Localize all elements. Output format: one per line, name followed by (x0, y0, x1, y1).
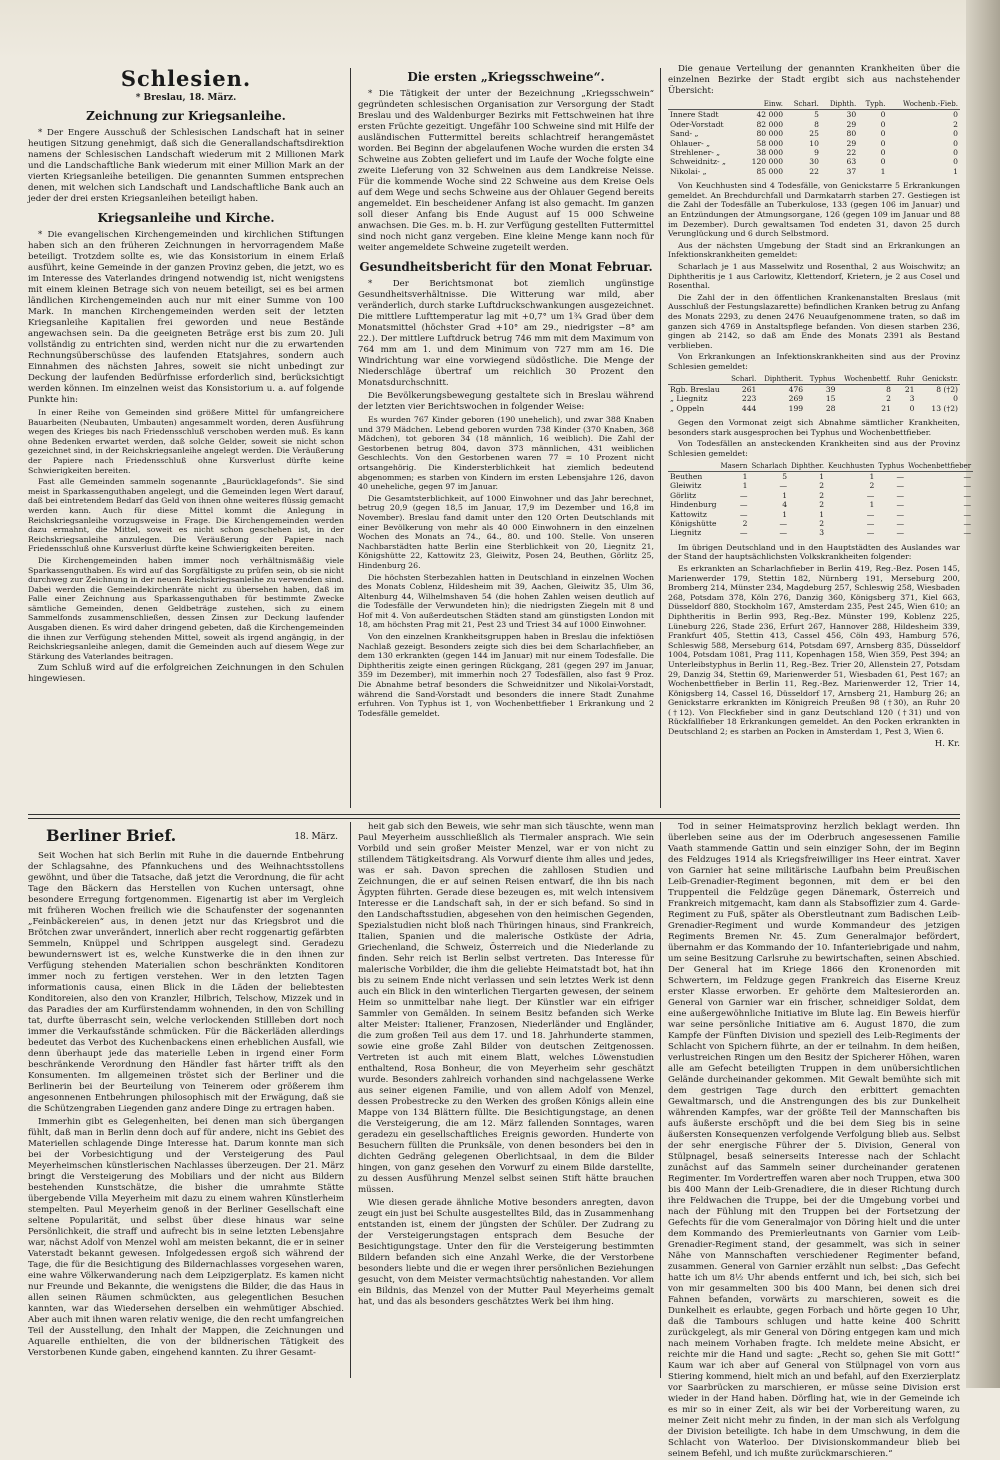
article-paragraph: Die höchsten Sterbezahlen hatten in Deutschland in einzelnen Wochen des Monats Coblenz, Hildesheim mit 39, Aachen, Gleiwitz 35, Ulm 36, Altenburg 44, Wilhelmshaven 54 (die hohen Zahlen weisen deutlich auf die Todesfälle der Verwundeten hin); die niedrigsten Ziegeln mit 8 und Hof mit 4. Von außerdeutschen Städten stand am günstigsten London mit 18, am höchsten Prag mit 21, Pest 23 und Triest 34 auf 1000 Einwohner. (358, 572, 654, 630)
table-cell: Hindenburg (670, 500, 717, 510)
table-cell: Liegnitz (670, 528, 702, 538)
table-cell: Schweidnitz- „ (670, 157, 726, 167)
article-paragraph: Seit Wochen hat sich Berlin mit Ruhe in die dauernde Entbehrung der Schlagsahne, des Pfannkuchens und des Weihnachtsstollens gewöhnt, und über die Tatsache, daß jetzt die Verordnung, die für acht Tage den Bäckern das Herstellen von Kuchen untersagt, ohne besondere Erregung fortgenommen. Eigenartig ist aber im Vergleich mit früheren Wochen freilich wie die Schaufenster der sogenannten „Feinbäckereien“ aus, in denen jetzt nur das Kriegsbrot und die Brötchen zwar unverändert, innerlich aber recht roggenartig gefärbten Semmeln, Knüppel und Schrippen ausgelegt sind. Geradezu bewundernswert ist es, welche Kunstwerke die in den ihnen zur Verfügung stehenden Materialien schon beschränkten Konditoren immer noch zu fertigen verstehen. Wer in den letzten Tagen informationis causa, einen Blick in die Läden der beliebtesten Konditoreien, also den von Kranzler, Hilbrich, Telschow, Mizzek und in das Paradies der am Kurfürstendamm wohnenden, in den von Schilling tat, durfte überrascht sein, welche verlockenden Stillleben dort noch immer die Verkaufsstände schmücken. Für die Bäckerläden allerdings bedeutet das Verbot des Kuchenbackens einen erheblichen Ausfall, wie denn überhaupt jede das materielle Leben in irgend einer Form beschränkende Verordnung den Händler fast härter trifft als den Konsumenten. Im allgemeinen tröstet sich der Berliner und die Berlinerin bei der Beurteilung von Teinerem oder größerem ihm angesonnenen Entbehrungen philosophisch mit der Erwägung, daß sie die Schützengraben Liegenden ganz andere Dinge zu ertragen haben. (28, 851, 344, 1114)
table-cell: — (866, 490, 875, 500)
column-rule (660, 822, 661, 1378)
table-cell: 0 (953, 148, 958, 158)
table-cell: 2 (819, 481, 825, 491)
table-header-cell: Wochenbettfieber (908, 461, 972, 470)
author-signature: H. Kr. (934, 738, 960, 749)
table-cell: 38 000 (756, 148, 784, 158)
table-cell: — (896, 481, 905, 491)
table-cell: 42 000 (756, 110, 784, 120)
table-row (668, 500, 973, 509)
table-cell: 39 (825, 384, 836, 394)
table-header-cell: Masern (720, 461, 748, 470)
table-cell: — (963, 528, 972, 538)
table-cell: 444 (741, 403, 757, 413)
table-row (668, 167, 960, 176)
article-closing: Zum Schluß wird auf die erfolgreichen Zeichnungen in den Schulen hingewiesen. (28, 663, 344, 685)
table-cell: 1 (869, 500, 875, 510)
article-paragraph: * Der Berichtsmonat bot ziemlich ungünstige Gesundheitsverhältnisse. Die Witterung war mild, aber veränderlich, durch starke Luftdruckschwankungen ausgezeichnet. Die mittlere Lufttemperatur lag mit +0,7° um 1¾ Grad über dem Monatsmittel (höchster Grad +10° am 29., niedrigster −8° am 22.). Der mittlere Luftdruck betrug 746 mm mit dem Maximum von 764 mm am 1. und dem Minimum von 727 mm am 16. Die Windrichtung war eine vorwiegend südöstliche. Die Menge der Niederschläge übertraf um reichlich 30 Prozent den Monatsdurchschnitt. (358, 279, 654, 388)
article-paragraph: Die Zahl der in den öffentlichen Krankenanstalten Breslaus (mit Ausschluß der Festungslazarette) befindlichen Kranken betrug zu Anfang des Monats 2293, zu denen 2476 Neuaufgenommene traten, so daß im ganzen sich 4769 in Anstaltspflege befanden. Von diesen starben 236, gingen ab 2142, so daß am Ende des Monats 2391 als Bestand verblieben. (668, 292, 960, 350)
article-paragraph: Im übrigen Deutschland und in den Hauptstädten des Auslandes war der Stand der hauptsächlichsten Volkskrankheiten folgender: (668, 542, 960, 562)
table-row (668, 481, 973, 490)
table-cell: 1 (782, 509, 788, 519)
table-cell: 2 (869, 481, 875, 491)
page-binding-edge (966, 0, 1000, 1388)
article-paragraph: * Der Engere Ausschuß der Schlesischen Landschaft hat in seiner heutigen Sitzung genehmigt, daß sich die Generallandschaftsdirektion namens der Schlesischen Landschaft wiederum mit 2 Millionen Mark und die Landschaftliche Bank wiederum mit einer Million Mark an der vierten Kriegsanleihe beteiligen. Die genannten Summen entsprechen denen, mit welchen sich Landschaft und Landschaftliche Bank auch an jeder der drei ersten Kriegsanleihen beteiligt haben. (28, 128, 344, 204)
district-table (668, 100, 960, 176)
table-cell: 29 (846, 138, 857, 148)
table-cell: — (866, 509, 875, 519)
table-cell: 13 (†2) (931, 403, 958, 413)
table-row (668, 471, 973, 481)
table-header-cell: Einw. (742, 100, 785, 110)
table-cell: — (896, 528, 905, 538)
column-rule (350, 822, 351, 1378)
table-cell: Königshütte (670, 518, 717, 528)
table-header-cell: Diphtherit. (758, 375, 805, 385)
table-cell: 1 (819, 471, 825, 481)
table-cell: Ohlauer- „ (670, 138, 711, 148)
article-paragraph: In einer Reihe von Gemeinden sind größere Mittel für umfangreichere Bauarbeiten (Neubauten, Umbauten) angesammelt worden, deren Ausführung wegen des Krieges bis nach Friedensschluß verschoben werden muß. Es kann ohne Bedenken erwartet werden, daß solche Gelder, soweit sie nicht schon gezeichnet sind, in der Reichskriegsanleihe angelegt werden. Die Veräußerung der Papiere nach Friedensschluß ohne Kursverlust dürfte keine Schwierigkeiten bereiten. (28, 408, 344, 475)
table-row (668, 528, 973, 537)
table-cell: 2 (742, 518, 748, 528)
table-cell: 15 (825, 394, 836, 404)
table-body (668, 110, 960, 176)
table-cell: „ Oppeln (670, 403, 705, 413)
table-cell: 30 (809, 157, 819, 167)
table-cell: 5 (782, 471, 788, 481)
table-cell: 5 (814, 110, 819, 120)
table-header-row (668, 462, 973, 472)
article-paragraph: Aus der nächsten Umgebung der Stadt sind an Erkrankungen an Infektionskrankheiten gemeldet: (668, 240, 960, 260)
table-cell: — (963, 500, 972, 510)
table-cell: 1 (869, 471, 875, 481)
table-cell: 37 (846, 166, 857, 176)
table-cell: 85 000 (756, 166, 784, 176)
column-krankheiten (668, 64, 972, 810)
table-cell: 8 (814, 119, 819, 129)
table-cell: 0 (953, 394, 958, 404)
table-cell: — (739, 509, 748, 519)
table-cell: — (963, 509, 972, 519)
table-cell: 29 (846, 119, 857, 129)
table-cell: Rgb. Breslau (670, 384, 720, 394)
table-header-cell: Genickstr. (917, 375, 961, 385)
article-paragraph: Es erkrankten an Scharlachfieber in Berlin 419, Reg.-Bez. Posen 145, Marienwerder 179, Stettin 182, Nürnberg 191, Merseburg 200, Bromberg 214, Münster 234, Magdeburg 257, Schleswig 258, Wiesbaden 268, Potsdam 378, Köln 276, Danzig 360, Königsberg 371, Kiel 663, Düsseldorf 880, Stockholm 167, Amsterdam 235, Pest 245, Wien 610; an Diphtheritis in Berlin 993, Reg.-Bez. Münster 199, Koblenz 225, Lüneburg 226, Stade 236, Erfurt 267, Hannover 288, Hildesheim 339, Frankfurt 405, Stettin 413, Cassel 456, Cöln 493, Hamburg 576, Schleswig 588, Merseburg 614, Potsdam 697, Arnsberg 835, Düsseldorf 1004, Potsdam 1081, Prag 111, Kopenhagen 158, Wien 359, Pest 394; an Unterleibstyphus in Berlin 11, Reg.-Bez. Trier 20, Allenstein 27, Potsdam 29, Danzig 34, Stettin 69, Marienwerder 51, Wiesbaden 61, Pest 167; an Wochenbettfieber in Berlin 11, Reg.-Bez. Marienwerder 12, Trier 14, Königsberg 14, Cassel 16, Düsseldorf 17, Arnsberg 21, Hamburg 26; an Genickstarre erkrankten im Königreich Preußen 98 (†30), an Ruhr 20 (†12). Von Fleckfieber sind in ganz Deutschland 120 (†31) und von Rückfallfieber 18 Erkrankungen gemeldet. An den Pocken erkrankten in Deutschland 2; es starben an Pocken in Amsterdam 1, Pest 3, Wien 6. (668, 563, 960, 737)
table-cell: 2 (953, 119, 958, 129)
table-cell: — (866, 528, 875, 538)
table-cell: „ Liegnitz (670, 394, 708, 404)
table-header-cell: Typhus (805, 375, 837, 385)
table-cell: 0 (953, 138, 958, 148)
table-cell: — (866, 518, 875, 528)
table-cell: 0 (880, 138, 886, 148)
article-heading: Die ersten „Kriegsschweine“. (407, 70, 605, 84)
table-cell: 0 (880, 148, 886, 158)
table-body (668, 471, 973, 537)
table-cell: 80 000 (756, 129, 784, 139)
table-cell: — (896, 471, 905, 481)
article-paragraph: Immerhin gibt es Gelegenheiten, bei denen man sich übergangen fühlt, daß man in Berlin denn doch auf für andere, nicht ins Gebiet des Materiellen schlagende Dinge Interesse hat. Darum konnte man sich bei der Vorbesichtigung und der Versteigerung des Paul Meyerheimschen künstlerischen Nachlasses überzeugen. Der 21. März bringt die Versteigerung des Mobiliars und der nicht aus Bildern bestehenden Kunstschätze, die bisher die umrahmte Stätte übergebende Villa Meyerheim mit dazu zu einem wahren Künstlerheim stempelten. Paul Meyerheim genoß in der Berliner Gesellschaft eine seltene Popularität, und selbst über diese hinaus war seine Persönlichkeit, die straff und aufrecht bis in seine letzten Lebensjahre war, nächst Adolf von Menzel wohl am meisten bekannt, die er in seiner Vaterstadt bekannt gewesen. Infolgedessen ergoß sich während der Tage, die für die Besichtigung des Bildernachlasses vorgesehen waren, eine wahre Völkerwanderung nach dem Leipzigerplatz. Es kamen nicht nur Freunde und Bekannte, die wenigstens die Bilder, die das Haus in allen seinen Räumen schmückten, aus gelegentlichen Besuchen kannten, war das Wiedersehen derselben ein wehmütiger Abschied. Aber auch mit ihnen waren relativ wenige, die den recht umfangreichen Teil der Ausstellung, den Inhalt der Mappen, die Zeichnungen und Aquarelle enthielten, die von der bildnerischen Tätigkeit des Verstorbenen Kunde gaben, eingehend kannten. Zu ihrer Gesamt- (28, 1117, 344, 1358)
table-cell: 80 (846, 129, 857, 139)
article-date: 18. März. (294, 832, 338, 842)
table-cell: 22 (846, 148, 857, 158)
table-cell: 0 (953, 157, 958, 167)
table-cell: Innere Stadt (670, 110, 719, 120)
table-cell: 1 (819, 509, 825, 519)
article-paragraph: Die genaue Verteilung der genannten Krankheiten über die einzelnen Bezirke der Stadt ergibt sich aus nachstehender Übersicht: (668, 64, 960, 96)
table-cell: — (963, 490, 972, 500)
table-header-cell: Scharl. (727, 375, 759, 385)
newspaper-page (28, 64, 972, 1459)
table-header-cell: Ruhr (893, 375, 917, 385)
table-cell: 0 (880, 129, 886, 139)
article-paragraph: heit gab sich den Beweis, wie sehr man sich täuschte, wenn man Paul Meyerheim ausschließlich als Tiermaler ansprach. Wie sein Vorbild und sein großer Meister Menzel, war er von nicht zu stillendem Tätigkeitsdrang. Als Vorwurf diente ihm alles und jedes, was er sah. Davon sprechen die zahllosen Studien und Zeichnungen, die er auf seinen Reisen entwarf, die ihn bis nach Ägypten führten. Gerade diese bezeugen es, mit welch intensivem Interesse er die Landschaft sah, in der er sich befand. So sind in den Landschaftsstudien, abgesehen von den heimischen Gegenden, Spezialstudien nicht bloß nach Thüringen hinaus, sind Frankreich, Italien, Spanien und die malerische Ostküste der Adria, Griechenland, die Schweiz, Österreich und die Niederlande zu finden. Sehr reich ist Berlin selbst vertreten. Das Interesse für malerische Vorbilder, die ihm die geliebte Heimatstadt bot, hat ihn bis zu seinem Ende nicht verlassen und sein letztes Werk ist denn auch ein Blick in den winterlichen Tiergarten gewesen, der seinem Heim so unmittelbar nahe liegt. Der Künstler war ein eifriger Sammler von Gemälden. In seinem Besitz befanden sich Werke alter Meister: Italiener, Franzosen, Niederländer und Engländer, die zum großen Teil aus dem 17. und 18. Jahrhunderte stammen, sowie eine große Zahl Bilder von deutschen Zeitgenossen. Vertreten ist auch mit einem Blatt, welches Löwenstudien enthaltend, Rosa Bonheur, die von Meyerheim sehr geschätzt wurde. Besonders zahlreich vorhanden sind nachgelassene Werke aus seiner eigenen Familie, und von allem Adolf von Menzel, dessen Probestrecke zu den Werken des großen Königs allein eine Mappe von 134 Blättern füllte. Die Besichtigungstage, an denen die Versteigerung, die am 12. März fallenden Sonntages, waren geradezu ein gesellschaftliches Ereignis geworden. Hunderte von Besuchern füllten die Prunksäle, von denen besonders bei den in dichten Gedräng gelegenen Oberlichtsaal, in dem die Bilder hingen, von ganz gesehen den Vorwurf zu einem Bilde darstellte, zu dessen Ausführung Menzel selbst seinen Stift hätte brauchen müssen. (358, 822, 654, 1195)
table-cell: 63 (846, 157, 857, 167)
table-cell: 1 (880, 166, 886, 176)
article-paragraph: Von Erkrankungen an Infektionskrankheiten sind aus der Provinz Schlesien gemeldet: (668, 352, 960, 371)
article-paragraph: Von den einzelnen Krankheitsgruppen haben in Breslau die infektiösen Nachlaß gezeigt. Besonders zeigte sich dies bei dem Scharlachfieber, an dem 130 erkrankten (gegen 144 im Januar) mit nur einem Todesfalle. Die Diphtheritis zeigte einen geringen Rückgang, 281 (gegen 297 im Januar, 359 im Dezember), mit immerhin noch 27 Todesfällen, also fast 9 Proz. Die Abnahme betraf besonders die Schweidnitzer und Nikolai-Vorstadt, während die Sand-Vorstadt und besonders die innere Stadt Zunahme erfuhren. Von Typhus ist 1, von Wochenbettfieber 1 Erkrankung und 2 Todesfälle gemeldet. (358, 632, 654, 718)
table-cell: — (896, 490, 905, 500)
article-paragraph: Tod in seiner Heimatsprovinz herzlich beklagt werden. Ihn überleben seine aus der im Oderbruch angesessenen Familie Vaath stammende Gattin und sein einziger Sohn, der im Beginn des Feldzuges 1914 als Kriegsfreiwilliger ins Heer eintrat. Xaver von Garnier hat seine militärische Laufbahn beim Preußischen Leib-Grenadier-Regiment begonnen, mit dem er bei den Truppenteil die Feldzüge gegen Dänemark, Österreich und Frankreich mitgemacht, kam dann als Stabsoffizier zum 4. Garde-Regiment zu Fuß, später als Oberstleutnant zum Badischen Leib-Grenadier-Regiment und wurde Kommandeur des jetzigen Regiments Bremen Nr. 45. Zum Generalmajor befördert, übernahm er das Kommando der 10. Infanteriebrigade und nahm, um seine Besitzung Carlsruhe zu bewirtschaften, seinen Abschied. Der General hat im Kriege 1866 den Kronenorden mit Schwertern, im Feldzuge gegen Frankreich das Eiserne Kreuz erster Klasse erworben. Er gehörte dem Maltesierorden an. General von Garnier war ein frischer, schneidiger Soldat, dem eine außergewöhnliche Initiative im Blute lag. Ein Beweis hierfür war seine persönliche Initiative am 6. August 1870, die zum Kampfe der Fünften Division und speziell des Leib-Regiments der Schlacht von Spichern führte, an der er teilnahm. In dem heißen, verlustreichen Ringen um den Besitz der Spicherer Höhen, waren alle am Gefecht beteiligten Truppen in dem unübersichtlichen Gelände durcheinander gekommen. Mit Gewalt bemühte sich mit dem gestrigen Tage durch den erbittert gemachten Gewaltmarsch, und die Anstrengungen des bis zur Dunkelheit währenden Kampfes, war der größte Teil der Mannschaften bis aufs äußerste erschöpft und die bei dem Sieg bis in seine äußersten Konsequenzen verfolgende Verfolgung blieb aus. Selbst der sehr energische Führer der 5. Division, General von Stülpnagel, besaß seinerseits Interesse nach der Schlacht zunächst auf das Sammeln seiner durcheinander geratenen Regimenter. Im Vordertreffen waren aber noch Truppen, etwa 300 bis 400 Mann der Leib-Grenadiere, die in dieser Richtung durch ihre Feldwachen die Truppe, bei der die Umgebung vorbei und nach der Fühlung mit den Truppen bei der Fortsetzung der Gefechts für die vom Generalmajor von Döring hielt und die unter dem Kommando des Premierleutnants von Garnier vom Leib-Grenadier-Regiment stand, der gesammelt, was sich in seiner Nähe von Mannschaften verschiedener Regimenter befand, zusammen. General von Garnier erzählt nun selbst: „Das Gefecht hatte ich um 8½ Uhr abends entfernt und ich, bei sich, sich bei von mir gesammelten 300 bis 400 Mann, bei denen sich drei Fahnen befanden, vorwärts zu marschieren, soweit es die Dunkelheit es erlaubte, gegen Forbach und hörte gegen 10 Uhr, daß die Tambours schlugen und hatte keine 400 Schritt zurückgelegt, als mir General von Döring entgegen kam und mich nach meinem Vorhaben fragte. Ich meldete meine Absicht, er reichte mir die Hand und sagte: „Recht so, gehen Sie mit Gott!“ Kaum war ich aber auf General von Stülpnagel von vorn aus Stiering kommend, hielt mich an und befahl, auf den Exerzierplatz vor Saarbrücken zu marschieren, er müsse seine Division erst wieder in der Hand haben. Dörfling hat, wie in der Gemeinde ich es mir so in einer Zeit, als wir bei der Vorbereitung waren, zu meiner Zeit nicht mehr zu finden, in der man sich als Verfolgung der Division beteiligte. Ich habe in dem Umschwung, in dem die Schlacht von Waterloo. Der Divisionskommandeur blieb bei seinem Befehl, und ich mußte zurückmarschieren.“ (668, 822, 960, 1459)
table-cell: 82 000 (756, 119, 784, 129)
table-cell: 0 (880, 119, 886, 129)
table-cell: 21 (881, 403, 891, 413)
table-row (668, 394, 960, 403)
table-cell: Oder-Vorstadt (670, 119, 724, 129)
table-cell: 9 (814, 148, 819, 158)
table-cell: 3 (909, 394, 915, 404)
table-cell: Nikolai- „ (670, 166, 707, 176)
table-header-cell (668, 462, 719, 472)
table-cell: — (779, 518, 788, 528)
table-cell: 120 000 (751, 157, 784, 167)
table-cell: — (896, 500, 905, 510)
table-cell: 0 (909, 403, 915, 413)
table-cell: — (739, 500, 748, 510)
table-cell: 2 (886, 394, 891, 404)
table-cell: 30 (846, 110, 857, 120)
article-heading: Berliner Brief. (46, 826, 177, 845)
table-row (668, 157, 960, 166)
table-header-cell: Scharlach (751, 461, 788, 470)
bleed-through-header (430, 20, 970, 48)
table-cell: 223 (741, 394, 757, 404)
column-garnier (668, 822, 960, 1459)
table-header-row (668, 100, 960, 110)
column-berliner-brief (28, 822, 344, 1380)
deaths-table (668, 462, 973, 538)
article-paragraph: Gegen den Vormonat zeigt sich Abnahme sämtlicher Krankheiten, besonders stark ausgesprochen bei Typhus und Wochenbettfieber. (668, 418, 960, 437)
table-cell: 0 (953, 129, 958, 139)
table-cell: 28 (825, 403, 836, 413)
table-cell: — (779, 481, 788, 491)
article-paragraph: Wie diesen gerade ähnliche Motive besonders anregten, davon zeugt ein just bei Schulte ausgestelltes Bild, das in Zusammenhang entstanden ist, einem der jüngsten der Schüler. Der Zudrang zu der Versteigerungstagen entsprach dem Besuche der Besichtigungstage. Unter den für die Versteigerung bestimmten Bildern befanden sich eine Anzahl Werke, die der Verstorbene besonders liebte und die er wegen ihrer persönlichen Beziehungen gesucht, von dem Meister vermachtsüchtig nahestanden. Vor allem ein Bildnis, das Menzel von der Mutter Paul Meyerheims gemalt hat, und das als besonders geschätztes Werk bei ihm hing. (358, 1198, 654, 1307)
article-paragraph: Scharlach je 1 aus Masselwitz und Rosenthal, 2 aus Woischwitz; an Diphtheritis je 1 aus Carlowitz, Klettendorf, Krietern, je 2 aus Cosel und Rosenthal. (668, 262, 960, 291)
table-cell: — (896, 518, 905, 528)
article-paragraph: Von Todesfällen an ansteckenden Krankheiten sind aus der Provinz Schlesien gemeldet: (668, 439, 960, 458)
table-cell: 1 (953, 166, 958, 176)
table-cell: 261 (741, 384, 757, 394)
table-cell: 0 (953, 110, 958, 120)
table-header-cell: Wochenbettf. (838, 375, 893, 385)
table-cell: 199 (788, 403, 804, 413)
table-cell: 25 (809, 129, 819, 139)
article-heading: Kriegsanleihe und Kirche. (97, 211, 275, 225)
table-cell: 2 (819, 500, 825, 510)
article-paragraph: Die Kirchengemeinden haben immer noch verhältnismäßig viele Sparkassenguthaben. Es wird auf das Sorgfältigste zu prüfen sein, ob sie nicht durchweg zur Zeichnung in der neuen Reichskriegsanleihe zu verwenden sind. Dabei werden die Gemeindekirchenräte nicht zu übersehen haben, daß im Falle einer Zeichnung aus Sparkassenguthaben für bestimmte Zwecke sämtliche Gemeinden, denen Geldbeträge zustehen, sich zu einem Sammelfonds zusammenschließen, dessen Zinsen zur Deckung laufender Ausgaben dienen. Es wird daher dringend gebeten, daß die Kirchengemeinden die ihnen zur Verfügung stehenden Mittel, soweit als irgend angängig, in der Reichskriegsanleihe anlegen, damit die Gemeinden auch auf diesem Wege zur Stärkung des Vaterlandes beitragen. (28, 555, 344, 661)
column-rule (660, 68, 661, 808)
article-paragraph: * Die evangelischen Kirchengemeinden und kirchlichen Stiftungen haben sich an den früheren Zeichnungen in hervorragendem Maße beteiligt. Trotzdem sollte es, wie das Konsistorium in einem Erlaß ausführt, keine Gemeinde in der ganzen Provinz geben, die jetzt, wo es im Interesse des Vaterlandes dringend notwendig ist, nicht wenigstens mit einem kleinen Betrage sich von neuem beteiligt, sei es bei armen ländlichen Kirchengemeinden auch nur mit einer Summe von 100 Mark. In manchen Kirchengemeinden werden seit der letzten Kriegsanleihe Kapitalien frei geworden und neue Bestände angewachsen sein. Da die geeigneten Beträge erst bis zum 20. Juli vollständig zu entrichten sind, werden nicht nur die zu erwartenden Rechnungsüberschüsse des laufenden Etatsjahres, sondern auch Einnahmen des nächsten Jahres, soweit sie nicht unbedingt zur Deckung der laufenden Bedürfnisse erforderlich sind, berücksichtigt werden können. Im einzelnen weist das Konsistorium u. a. auf folgende Punkte hin: (28, 230, 344, 405)
table-cell: 476 (788, 384, 804, 394)
table-cell: Beuthen (670, 471, 703, 481)
article-paragraph: * Die Tätigkeit der unter der Bezeichnung „Kriegsschwein“ gegründeten schlesischen Organisation zur Versorgung der Stadt Breslau und des Waldenburger Bezirks mit Fettschweinen hat ihre ersten Früchte gezeitigt. Ungefähr 100 Schweine sind mit Hilfe der ausländischen Futtermittel bereits schlachtreif herangemästet worden. Bei Beginn der abgelaufenen Woche wurden die ersten 34 Schweine aus Zobten geliefert und im Laufe der Woche folgte eine zweite Lieferung von 32 Schweinen aus dem Landkreise Neisse. Für die kommende Woche sind 22 Schweine aus dem Kreise Oels auf dem Wege und sechs Schweine aus der Ohlauer Gegend bereits angemeldet. Ein bescheidener Anfang ist also gemacht. Im ganzen soll dieser Anfang bis Ende August auf 15 000 Schweine anwachsen. Die Ges. m. b. H. zur Verfügung gestellten Futtermittel sind noch nicht ganz vergeben. Eine kleine Menge kann noch für weiter angemeldete Schweine zugeteilt werden. (358, 89, 654, 253)
article-paragraph: Die Bevölkerungsbewegung gestaltete sich in Breslau während der letzten vier Berichtswochen in folgender Weise: (358, 391, 654, 412)
table-cell: 1 (742, 481, 748, 491)
column-schlesien (28, 64, 344, 810)
table-cell: 22 (809, 166, 819, 176)
table-row (668, 139, 960, 148)
article-paragraph: Die Gesamtsterblichkeit, auf 1000 Einwohner und das Jahr berechnet, betrug 20,9 (gegen 18,5 im Januar, 17,9 im Dezember und 16,8 im November). Breslau fand damit unter den 120 Orten Deutschlands mit einer Bevölkerung von mehr als 40 000 Einwohnern in den einzelnen Wochen des Monats an 74., 64., 80. und 100. Stelle. Von unseren Nachbarstädten hatte Berlin eine Sterblichkeit von 20, Liegnitz 21, Königshütte 22, Kattowitz 23, Gleiwitz, Posen 24, Beuthen, Görlitz 25, Hindenburg 26. (358, 493, 654, 570)
table-cell: 2 (819, 490, 825, 500)
article-heading: Gesundheitsbericht für den Monat Februar. (359, 260, 653, 274)
table-cell: 21 (904, 384, 915, 394)
table-header-cell: Diphth. (821, 100, 858, 110)
column-meyerheim (358, 822, 654, 1380)
table-header-cell: Scharl. (785, 100, 821, 110)
table-cell: 1 (782, 490, 788, 500)
article-paragraph: Es wurden 767 Kinder geboren (190 unehelich), und zwar 388 Knaben und 379 Mädchen. Lebend geboren wurden 738 Kinder (370 Knaben, 368 Mädchen), tot geboren 34 (18 männlich, 16 weiblich). Die Zahl der Gestorbenen betrug 804, davon 373 männlichen, 431 weiblichen Geschlechts. Von den Gestorbenen waren 77 = 10 Prozent nicht ortsangehörig. Die Kindersterblichkeit hat ziemlich bedeutend abgenommen; es starben von Kindern im ersten Lebensjahre 126, davon 40 uneheliche, gegen 97 im Januar. (358, 415, 654, 492)
table-cell: Kattowitz (670, 509, 707, 519)
table-cell: 3 (819, 528, 825, 538)
table-cell: 2 (819, 518, 825, 528)
section-divider (28, 814, 960, 819)
table-cell: — (963, 518, 972, 528)
table-cell: 8 (886, 384, 891, 394)
column-rule (350, 68, 351, 808)
table-row (668, 129, 960, 138)
table-header-cell: Keuchhusten (828, 461, 875, 470)
table-cell: — (963, 481, 972, 491)
table-header-row (668, 375, 960, 385)
table-header-cell: Typh. (858, 100, 887, 110)
table-cell: — (739, 490, 748, 500)
article-heading: Zeichnung zur Kriegsanleihe. (86, 109, 286, 123)
table-cell: — (963, 471, 972, 481)
table-cell: Sand- „ (670, 129, 699, 139)
table-header-cell (668, 375, 727, 385)
article-paragraph: Von Keuchhusten sind 4 Todesfälle, von Genickstarre 5 Erkrankungen gemeldet. An Brechdurchfall und Darmkatarrh starben 27. Gestiegen ist die Zahl der Todesfälle an Tuberkulose, 133 (gegen 106 im Januar) und an Entzündungen der Atmungsorgane, 126 (gegen 109 im Januar und 88 im Dezember). Durch gewaltsamen Tod endeten 31, davon 25 durch Verunglückung und 6 durch Selbstmord. (668, 181, 960, 239)
table-header-cell: Wochenb.-Fieb. (887, 100, 960, 110)
table-cell: 4 (782, 500, 788, 510)
column-kriegsschweine (358, 64, 654, 810)
table-cell: 0 (880, 110, 886, 120)
table-cell: Strehlener- „ (670, 148, 721, 158)
table-cell: 8 (†2) (936, 384, 958, 394)
table-row (668, 491, 973, 500)
table-header-cell: Typhus (878, 461, 905, 470)
table-row (668, 384, 960, 394)
table-cell: 0 (880, 157, 886, 167)
table-cell: — (896, 509, 905, 519)
table-header-cell: Diphther. (791, 461, 825, 470)
province-table (668, 375, 960, 414)
table-row (668, 148, 960, 157)
table-cell: — (739, 528, 748, 538)
section-masthead: Schlesien. (120, 66, 252, 91)
table-row (668, 404, 960, 413)
table-header-cell (668, 100, 742, 110)
table-cell: 10 (809, 138, 819, 148)
table-body (668, 384, 960, 413)
article-paragraph: Fast alle Gemeinden sammeln sogenannte „Baurücklagefonds“. Sie sind meist in Sparkassenguthaben angelegt, und die Gemeinden legen Wert darauf, daß bei eintretendem Bedarf das Geld von ihnen ohne weiteres flüssig gemacht werden kann. Auch für diese Mittel kommt die Anlegung in Reichskriegsanleihe vorzugsweise in Frage. Die Kirchengemeinden werden dazu ermahnt, die Mittel, soweit es nicht schon geschehen ist, in der Reichskriegsanleihe anzulegen. Die Veräußerung der Papiere nach Friedensschluß ohne Kursverlust dürfte keine Schwierigkeiten bereiten. (28, 477, 344, 554)
table-cell: Görlitz (670, 490, 697, 500)
table-row (668, 120, 960, 129)
table-cell: Gleiwitz (670, 481, 702, 491)
table-cell: 1 (742, 471, 748, 481)
table-row (668, 519, 973, 528)
table-row (668, 110, 960, 120)
table-cell: 58 000 (756, 138, 784, 148)
table-row (668, 510, 973, 519)
table-cell: 269 (788, 394, 804, 404)
table-cell: — (779, 528, 788, 538)
dateline: * Breslau, 18. März. (135, 93, 237, 103)
